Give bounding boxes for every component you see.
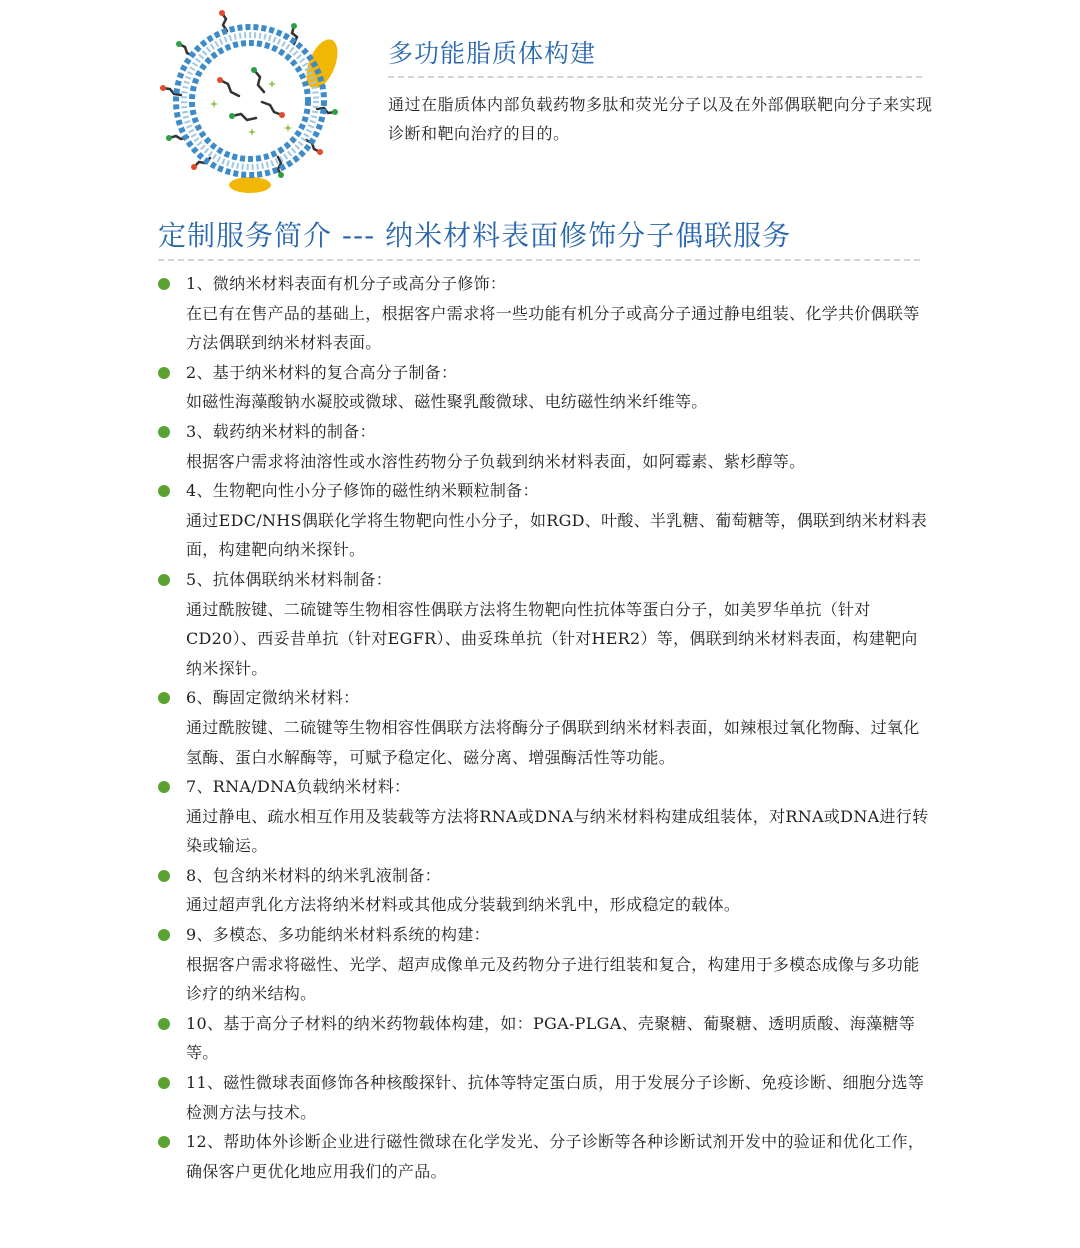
service-item-heading: 7、RNA/DNA负载纳米材料： xyxy=(186,777,411,797)
service-item-description: 如磁性海藻酸钠水凝胶或微球、磁性聚乳酸微球、电纺磁性纳米纤维等。 xyxy=(186,392,708,412)
service-item-description: 通过EDC/NHS偶联化学将生物靶向性小分子，如RGD、叶酸、半乳糖、葡萄糖等，偶联到纳米材料表面，构建靶向纳米探针。 xyxy=(186,510,928,560)
green-bullet-icon xyxy=(158,278,170,290)
service-item-description: 在已有在售产品的基础上，根据客户需求将一些功能有机分子或高分子通过静电组装、化学共价偶联等方法偶联到纳米材料表面。 xyxy=(186,303,920,353)
green-bullet-icon xyxy=(158,367,170,379)
service-item xyxy=(158,1009,938,1068)
intro-description: 通过在脂质体内部负载药物多肽和荧光分子以及在外部偶联靶向分子来实现诊断和靶向治疗的目的。 xyxy=(388,95,933,143)
green-bullet-icon xyxy=(158,1077,170,1089)
green-bullet-icon xyxy=(158,929,170,941)
service-item-heading: 5、抗体偶联纳米材料制备： xyxy=(186,569,393,589)
service-item xyxy=(158,772,938,861)
green-bullet-icon xyxy=(158,870,170,882)
service-item-description: 通过酰胺键、二硫键等生物相容性偶联方法将酶分子偶联到纳米材料表面，如辣根过氧化物酶、过氧化氢酶、蛋白水解酶等，可赋予稳定化、磁分离、增强酶活性等功能。 xyxy=(186,717,920,767)
service-item-heading: 1、微纳米材料表面有机分子或高分子修饰： xyxy=(186,274,507,293)
green-bullet-icon xyxy=(158,1136,170,1148)
service-item xyxy=(158,269,938,358)
service-item-description: 通过酰胺键、二硫键等生物相容性偶联方法将生物靶向性抗体等蛋白分子，如美罗华单抗（针对CD20）、西妥昔单抗（针对EGFR）、曲妥珠单抗（针对HER2）等，偶联到纳米材料表面，构建靶向纳米探针。 xyxy=(186,599,918,678)
service-item-heading: 9、多模态、多功能纳米材料系统的构建： xyxy=(186,925,490,945)
service-item-heading: 3、载药纳米材料的制备： xyxy=(186,421,376,441)
green-bullet-icon xyxy=(158,574,170,586)
service-list xyxy=(158,269,938,1186)
green-bullet-icon xyxy=(158,485,170,497)
service-item xyxy=(158,861,938,920)
green-bullet-icon xyxy=(158,692,170,704)
intro-title: 多功能脂质体构建 xyxy=(388,39,597,68)
service-item-heading: 12、帮助体外诊断企业进行磁性微球在化学发光、分子诊断等各种诊断试剂开发中的验证和优化工作，确保客户更优化地应用我们的产品。 xyxy=(186,1132,925,1181)
service-item xyxy=(158,920,938,1009)
service-item-description: 通过静电、疏水相互作用及装载等方法将RNA或DNA与纳米材料构建成组装体，对RNA或DNA进行转染或输运。 xyxy=(186,806,929,856)
green-bullet-icon xyxy=(158,426,170,438)
service-item-heading: 2、基于纳米材料的复合高分子制备： xyxy=(186,362,458,382)
lipid-bilayer xyxy=(176,27,324,175)
service-item xyxy=(158,1068,938,1127)
service-item xyxy=(158,358,938,417)
service-item-heading: 10、基于高分子材料的纳米药物载体构建，如：PGA-PLGA、壳聚糖、葡聚糖、透明质酸、海藻糖等等。 xyxy=(186,1013,915,1063)
section-divider xyxy=(158,259,920,261)
green-bullet-icon xyxy=(158,781,170,793)
service-item xyxy=(158,565,938,683)
intro-divider xyxy=(388,76,922,78)
service-item-description: 通过超声乳化方法将纳米材料或其他成分装载到纳米乳中，形成稳定的载体。 xyxy=(186,895,741,915)
service-item-heading: 6、酶固定微纳米材料： xyxy=(186,688,360,708)
service-item-heading: 11、磁性微球表面修饰各种核酸探针、抗体等特定蛋白质，用于发展分子诊断、免疫诊断、细胞分选等检测方法与技术。 xyxy=(186,1073,925,1122)
liposome-diagram xyxy=(150,4,355,199)
section-title: 定制服务简介 --- 纳米材料表面修饰分子偶联服务 xyxy=(158,219,792,252)
service-item xyxy=(158,476,938,565)
service-item xyxy=(158,683,938,772)
service-item-description: 根据客户需求将油溶性或水溶性药物分子负载到纳米材料表面，如阿霉素、紫杉醇等。 xyxy=(186,451,806,471)
green-bullet-icon xyxy=(158,1018,170,1030)
service-item-description: 根据客户需求将磁性、光学、超声成像单元及药物分子进行组装和复合，构建用于多模态成像与多功能诊疗的纳米结构。 xyxy=(186,954,920,1004)
service-item xyxy=(158,417,938,476)
service-item-heading: 4、生物靶向性小分子修饰的磁性纳米颗粒制备： xyxy=(186,481,539,501)
service-item-heading: 8、包含纳米材料的纳米乳液制备： xyxy=(186,865,441,885)
service-item xyxy=(158,1127,938,1186)
